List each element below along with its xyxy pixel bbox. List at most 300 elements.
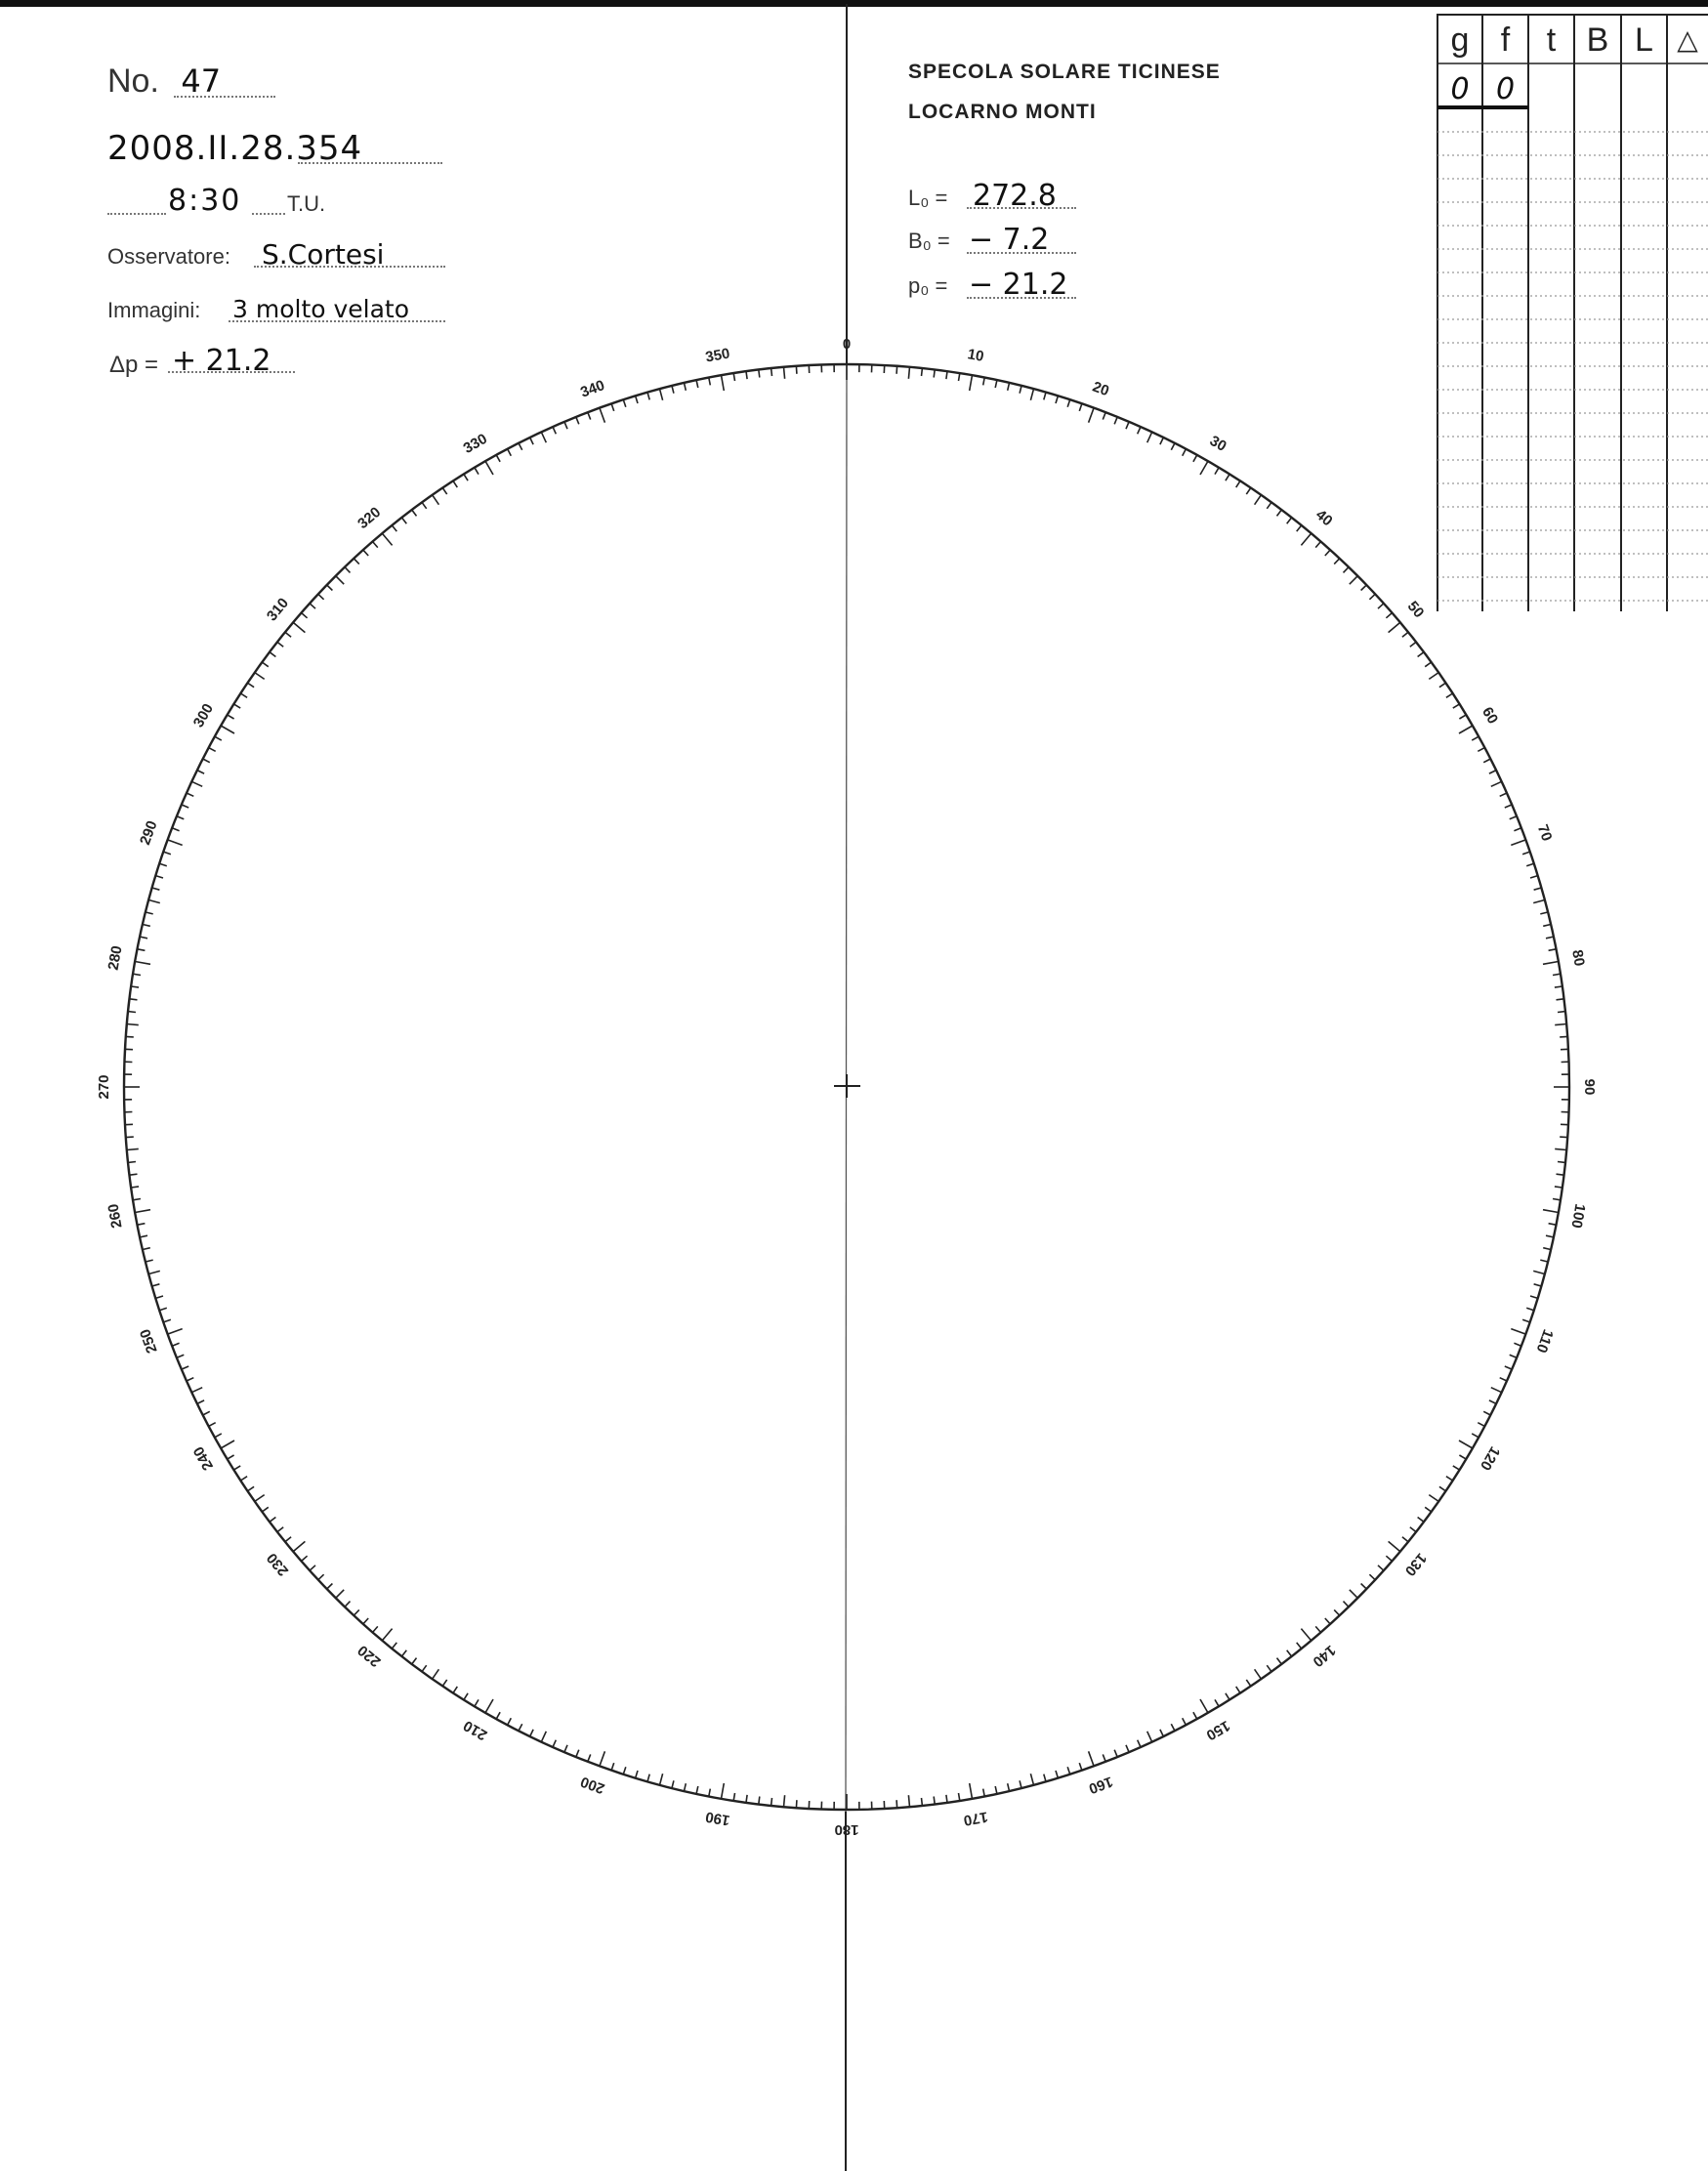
degree-tick [1530,1296,1538,1298]
degree-tick [228,715,234,719]
degree-tick [148,900,160,903]
degree-tick [759,370,760,378]
degree-tick [1389,622,1400,632]
degree-label: 180 [834,1821,859,1838]
degree-tick [1555,986,1562,987]
degree-tick [660,1774,663,1785]
degree-label: 120 [1476,1443,1504,1474]
degree-tick [1522,1319,1530,1322]
degree-tick [197,1400,204,1404]
degree-tick [146,912,153,914]
degree-tick [209,748,216,752]
degree-tick [1510,1355,1517,1357]
degree-tick [647,393,649,400]
degree-label: 110 [1532,1326,1557,1356]
p0-value: − 21.2 [969,268,1068,302]
degree-tick [1510,816,1517,819]
degree-tick [588,412,591,419]
degree-tick [152,888,160,890]
degree-tick [672,1780,674,1788]
table-header-f: f [1500,21,1511,59]
degree-tick [128,1012,136,1013]
degree-tick [1301,1629,1311,1641]
degree-tick [127,1024,139,1025]
degree-tick [685,1783,687,1791]
degree-tick [310,604,315,608]
degree-tick [1147,1732,1152,1742]
degree-tick [519,1724,522,1731]
degree-tick [1103,1754,1105,1761]
degree-tick [1555,1024,1566,1025]
degree-label: 100 [1567,1202,1589,1230]
degree-tick [209,1423,216,1427]
degree-label: 340 [578,377,607,401]
degree-tick [995,380,997,388]
degree-tick [233,704,240,708]
degree-tick [1378,1566,1384,1570]
table-header-g: g [1450,21,1470,59]
degree-tick [1533,1271,1545,1273]
degree-tick [1557,1174,1564,1175]
degree-tick [126,1137,134,1138]
degree-tick [163,852,171,855]
degree-tick [318,1574,324,1580]
degree-tick [1549,1224,1557,1226]
degree-tick [168,1329,183,1335]
degree-tick [433,1669,439,1679]
degree-tick [327,585,333,591]
degree-tick [1459,715,1466,719]
degree-tick [1483,759,1490,763]
degree-tick [1215,1699,1219,1706]
degree-tick [1215,468,1219,475]
degree-tick [127,1148,139,1149]
degree-tick [318,594,324,600]
degree-tick [240,693,247,697]
degree-tick [1540,912,1548,914]
degree-tick [177,816,184,819]
degree-tick [1056,396,1058,403]
degree-tick [1543,962,1559,965]
degree-tick [1526,1308,1534,1311]
observer-value: S.Cortesi [262,238,385,271]
degree-tick [1160,438,1164,444]
degree-tick [138,1224,146,1226]
degree-tick [159,1308,167,1311]
degree-tick [354,559,359,564]
degree-tick [946,371,947,379]
degree-tick [1277,1658,1282,1664]
degree-tick [1418,652,1424,657]
degree-tick [1089,408,1095,423]
degree-tick [1429,1495,1438,1502]
degree-tick [1369,594,1375,600]
degree-tick [922,368,923,376]
degree-tick [970,1783,973,1799]
degree-tick [1344,567,1350,573]
degree-tick [442,488,447,495]
degree-tick [412,1658,417,1664]
degree-tick [475,1699,479,1706]
degree-tick [373,1626,378,1632]
degree-tick [1553,1199,1561,1200]
degree-tick [302,613,308,618]
degree-tick [908,367,909,379]
degree-tick [685,383,687,391]
degree-tick [1543,1248,1551,1250]
degree-tick [959,373,960,381]
degree-label: 10 [966,346,985,365]
p0-label: p₀ = [908,273,948,298]
degree-tick [1534,888,1542,890]
degree-tick [746,371,747,379]
degree-tick [475,468,479,475]
degree-tick [1246,488,1251,495]
degree-tick [363,550,368,556]
degree-tick [182,1366,188,1369]
degree-tick [285,632,291,637]
table-cell-g: 0 [1450,72,1470,106]
degree-tick [1500,1378,1507,1381]
degree-tick [1500,793,1507,796]
degree-tick [187,1378,193,1381]
degree-tick [995,1786,997,1794]
degree-tick [1044,393,1046,400]
degree-tick [133,1199,141,1200]
degree-tick [143,925,150,927]
degree-tick [152,1284,160,1286]
degree-tick [496,1712,500,1719]
degree-tick [1067,1767,1070,1774]
degree-tick [172,1343,179,1346]
degree-tick [130,999,138,1000]
degree-tick [336,1590,345,1599]
degree-tick [1402,632,1408,637]
degree-tick [983,378,985,386]
degree-tick [530,1730,534,1736]
degree-tick [135,1210,150,1213]
degree-tick [508,449,512,456]
degree-tick [1236,480,1240,487]
degree-tick [131,1187,139,1188]
degree-tick [1489,1400,1496,1404]
degree-tick [647,1774,649,1782]
degree-label: 320 [354,503,385,533]
degree-tick [1402,1537,1408,1542]
degree-tick [401,1650,406,1656]
degree-tick [1008,383,1010,391]
degree-label: 300 [189,700,218,731]
degree-tick [485,461,493,475]
degree-tick [934,370,935,378]
degree-tick [1044,1774,1046,1782]
degree-tick [168,840,183,846]
degree-tick [262,662,269,667]
degree-tick [422,1665,427,1672]
degree-tick [363,1618,368,1624]
degree-tick [1472,736,1479,740]
degree-tick [1138,427,1141,434]
degree-tick [1325,550,1330,556]
degree-tick [1446,693,1453,697]
degree-tick [1514,828,1521,831]
degree-tick [672,386,674,394]
degree-tick [1114,1750,1117,1757]
degree-tick [1478,1423,1484,1427]
degree-tick [784,367,785,379]
degree-tick [696,380,698,388]
degree-tick [1171,443,1175,450]
degree-tick [1183,1718,1187,1725]
degree-label: 50 [1403,598,1428,622]
table-header-t: t [1546,21,1557,59]
institution-line-1: SPECOLA SOLARE TICINESE [908,61,1221,83]
degree-tick [128,1162,136,1163]
degree-tick [746,1795,747,1803]
degree-label: 140 [1309,1641,1339,1671]
institution-line-2: LOCARNO MONTI [908,101,1097,123]
degree-tick [1277,510,1282,516]
degree-tick [1557,999,1564,1000]
degree-tick [1553,974,1561,975]
degree-tick [796,366,797,374]
degree-tick [623,399,626,407]
degree-tick [327,1584,333,1590]
degree-tick [922,1798,923,1806]
degree-label: 30 [1206,432,1229,455]
degree-tick [1350,1590,1358,1599]
images-value: 3 molto velato [232,295,410,323]
degree-tick [433,495,439,505]
degree-tick [1287,518,1292,523]
degree-tick [382,533,392,545]
degree-tick [159,863,167,866]
degree-tick [1267,502,1271,509]
degree-tick [1514,1343,1521,1346]
degree-tick [373,542,378,548]
b0-value: − 7.2 [969,223,1050,257]
degree-tick [277,642,283,647]
degree-tick [1030,389,1033,400]
degree-tick [464,474,468,480]
degree-tick [733,373,734,381]
degree-tick [1386,1556,1392,1561]
degree-tick [177,1355,184,1357]
degree-tick [240,1477,247,1481]
degree-label: 0 [842,336,852,353]
degree-label: 210 [460,1716,490,1744]
degree-tick [1103,412,1105,419]
degree-tick [1410,642,1416,647]
degree-tick [155,1296,163,1298]
degree-label: 70 [1533,822,1556,844]
degree-tick [140,1235,147,1237]
degree-tick [1410,1527,1416,1532]
degree-tick [197,771,204,774]
degree-tick [1200,461,1208,475]
degree-tick [1489,771,1496,774]
degree-tick [896,1800,897,1808]
observer-label: Osservatore: [107,244,230,269]
degree-tick [541,1732,546,1742]
degree-tick [1297,525,1302,531]
degree-label: 60 [1479,704,1502,728]
degree-tick [1315,1626,1320,1632]
degree-tick [453,480,457,487]
degree-tick [1549,949,1557,951]
degree-tick [138,949,146,951]
degree-label: 80 [1568,948,1588,968]
degree-tick [1453,704,1460,708]
degree-tick [182,805,188,808]
degree-tick [1555,1148,1566,1149]
degree-tick [277,1527,283,1532]
degree-tick [203,759,210,763]
degree-tick [1478,748,1484,752]
degree-tick [255,673,265,680]
degree-tick [530,438,534,444]
degree-tick [1459,1440,1473,1448]
degree-tick [709,378,711,386]
degree-tick [130,1174,138,1175]
degree-tick [636,396,638,403]
degree-label: 240 [189,1443,218,1474]
degree-tick [959,1793,960,1801]
degree-tick [1193,1712,1197,1719]
degree-tick [133,974,141,975]
degree-tick [1030,1774,1033,1785]
degree-tick [155,876,163,878]
degree-tick [564,1745,567,1752]
degree-tick [611,1763,614,1771]
degree-label: 200 [578,1773,607,1797]
degree-tick [1483,1411,1490,1415]
degree-label: 350 [704,345,731,366]
degree-tick [1287,1650,1292,1656]
degree-label: 20 [1090,378,1111,400]
degree-tick [1020,386,1021,394]
degree-tick [1350,576,1358,585]
degree-tick [233,1466,240,1470]
degree-tick [248,1486,255,1491]
degree-tick [1126,422,1129,429]
degree-tick [1526,863,1534,866]
degree-tick [1453,1466,1460,1470]
degree-tick [600,408,605,423]
degree-tick [722,375,725,391]
degree-tick [140,937,147,939]
degree-tick [228,1455,234,1459]
degree-tick [172,828,179,831]
degree-tick [345,1602,351,1607]
degree-tick [1020,1780,1021,1788]
degree-tick [1361,1584,1367,1590]
degree-tick [1560,1137,1567,1138]
degree-tick [733,1793,734,1801]
degree-tick [1533,900,1545,903]
degree-tick [796,1800,797,1808]
degree-label: 270 [96,1074,112,1100]
degree-tick [1534,1284,1542,1286]
degree-label: 130 [1400,1549,1431,1579]
degree-tick [1147,432,1152,442]
degree-label: 290 [137,818,161,848]
delta-p-label: Δp = [109,352,159,378]
degree-tick [1267,1665,1271,1672]
degree-tick [382,1629,392,1641]
degree-tick [262,1507,269,1512]
degree-tick [553,1740,556,1747]
degree-tick [191,781,202,786]
degree-tick [1138,1740,1141,1747]
degree-tick [576,417,579,424]
degree-tick [146,1260,153,1262]
degree-tick [908,1795,909,1807]
degree-tick [1334,1609,1340,1615]
degree-tick [709,1789,711,1797]
degree-tick [1369,1574,1375,1580]
degree-tick [131,986,139,987]
degree-tick [1418,1518,1424,1523]
number-value: 47 [181,63,222,100]
degree-tick [1522,852,1530,855]
degree-tick [354,1609,359,1615]
degree-tick [1056,1771,1058,1778]
degree-tick [1543,925,1551,927]
degree-tick [1008,1783,1010,1791]
degree-tick [285,1537,291,1542]
degree-tick [270,1518,275,1523]
degree-tick [896,366,897,374]
degree-tick [270,652,275,657]
degree-tick [1361,585,1367,591]
degree-tick [163,1319,171,1322]
degree-tick [453,1687,457,1693]
degree-tick [611,403,614,411]
degree-tick [126,1036,134,1037]
degree-tick [1193,455,1197,462]
degree-tick [248,683,255,688]
degree-label: 190 [704,1808,731,1829]
degree-tick [576,1750,579,1757]
degree-tick [1429,673,1438,680]
degree-tick [1543,1210,1559,1213]
degree-tick [1459,1455,1466,1459]
degree-tick [1505,805,1512,808]
degree-tick [1378,604,1384,608]
degree-tick [771,368,772,376]
degree-tick [496,455,500,462]
degree-tick [1246,1680,1251,1687]
degree-tick [1439,1486,1446,1491]
degree-label: 310 [263,595,293,625]
degree-tick [784,1795,785,1807]
degree-tick [293,622,305,632]
time-unit: T.U. [287,191,326,216]
degree-tick [422,502,427,509]
degree-tick [1226,1693,1229,1700]
degree-tick [636,1771,638,1778]
degree-tick [1540,1260,1548,1262]
degree-tick [148,1271,160,1273]
l0-label: L₀ = [908,186,948,210]
degree-tick [1079,403,1082,411]
degree-tick [1160,1730,1164,1736]
degree-tick [1386,613,1392,618]
degree-tick [1546,1235,1554,1237]
degree-tick [336,576,345,585]
degree-tick [1325,1618,1330,1624]
